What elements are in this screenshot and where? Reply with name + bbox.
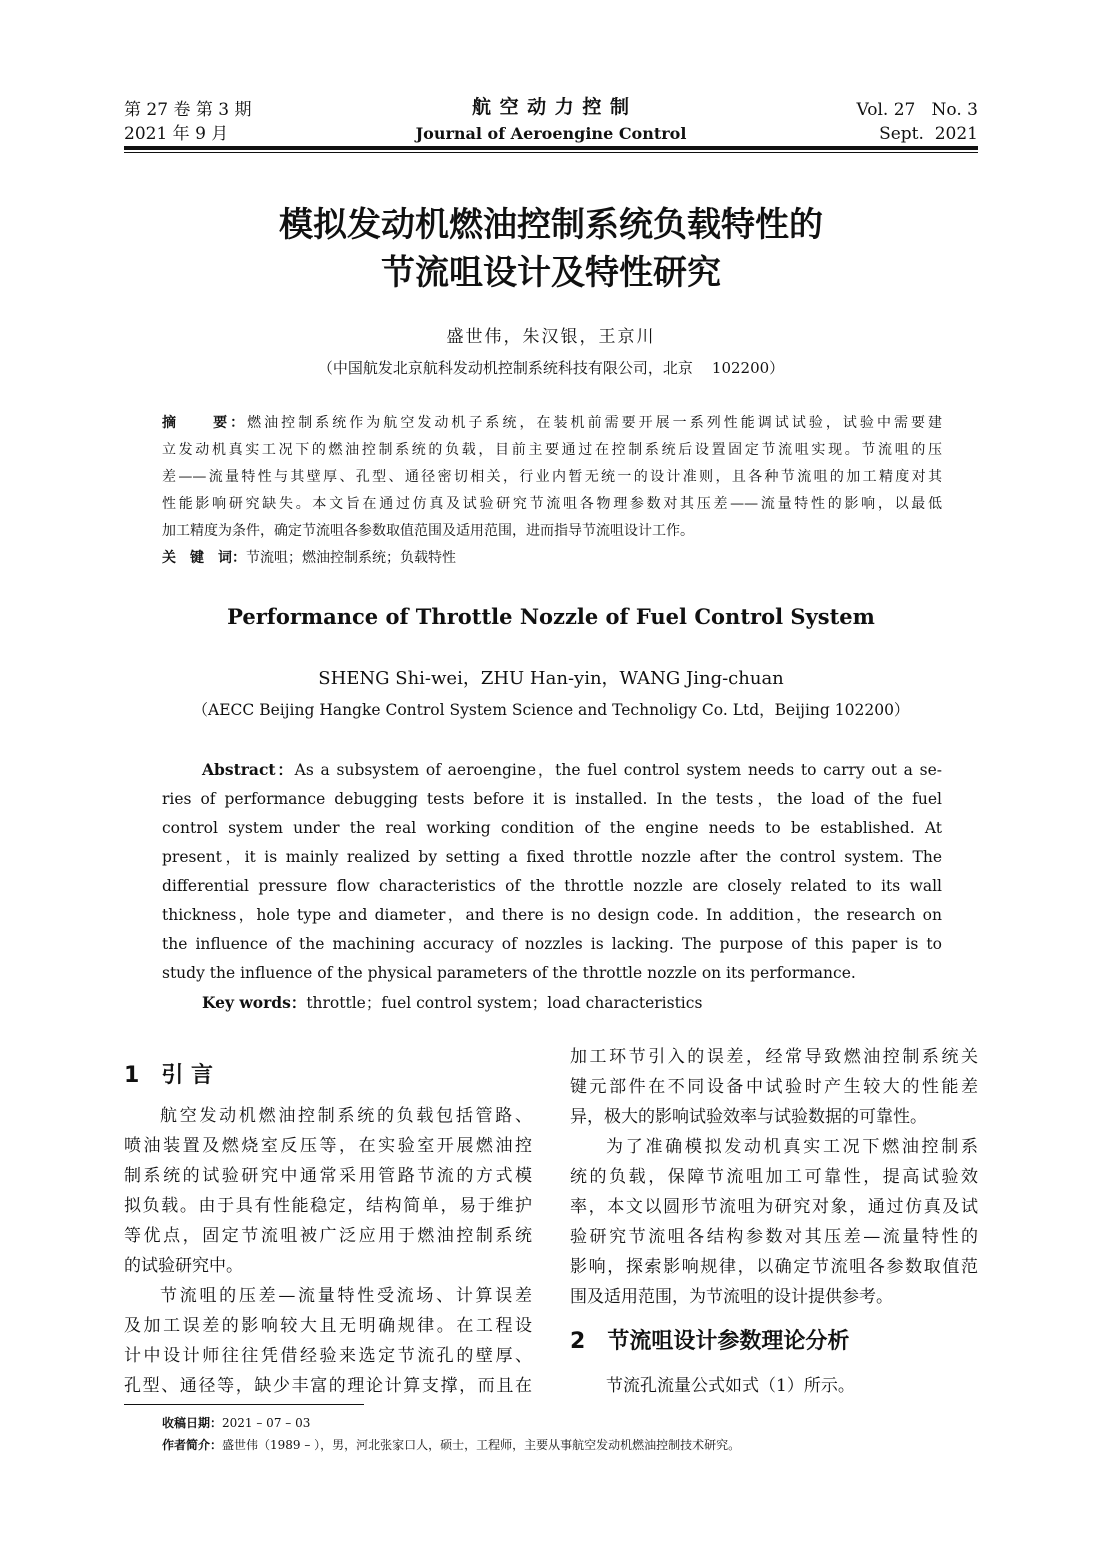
abstract-en-line: study the influence of the physical parameters of the throttle nozzle on its performance.	[162, 964, 856, 982]
affiliation-cn: （中国航发北京航科发动机控制系统科技有限公司，北京 102200）	[317, 359, 785, 377]
paragraph-line: 及加工误差的影响较大且无明确规律。在工程设	[124, 1316, 532, 1336]
volume-number-en: Vol. 27 No. 3	[856, 100, 978, 120]
keywords-en-label: Key words：	[202, 993, 307, 1012]
abstract-en-line: differential pressure flow characteristics of the throttle nozzle are closely related to its wall	[162, 877, 942, 895]
section-1-title: 引 言	[161, 1063, 213, 1088]
journal-name-cn: 航 空 动 力 控 制	[471, 96, 631, 118]
paragraph-line: 航空发动机燃油控制系统的负载包括管路、	[160, 1106, 532, 1126]
abstract-en-line: Abstract：As a subsystem of aeroengine，the fuel control system needs to carry out a se-	[202, 760, 942, 779]
paragraph-line: 节流咀的压差—流量特性受流场、计算误差	[160, 1286, 532, 1306]
author-bio: 作者简介：盛世伟（1989 – ），男，河北张家口人，硕士，工程师，主要从事航空发动机燃油控制技术研究。	[162, 1438, 741, 1452]
title-cn-line1: 模拟发动机燃油控制系统负载特性的	[279, 205, 823, 245]
section-1-number: 1	[124, 1063, 140, 1088]
left-column-text	[124, 1101, 532, 1401]
keywords-en: Key words：throttle；fuel control system；load characteristics	[202, 993, 703, 1012]
paragraph-line: 拟负载。由于具有性能稳定，结构简单，易于维护	[124, 1196, 532, 1216]
abstract-en	[162, 755, 942, 1018]
paragraph-line: 等优点，固定节流咀被广泛应用于燃油控制系统	[124, 1226, 532, 1246]
section-2-number: 2	[570, 1329, 586, 1354]
paragraph-line: 统的负载，保障节流咀加工可靠性，提高试验效	[570, 1167, 978, 1187]
keywords-cn-label: 关 键 词：	[162, 550, 246, 566]
abstract-en-line: thickness，hole type and diameter，and there is no design code. In addition，the research on	[162, 906, 942, 924]
affiliation-en: （AECC Beijing Hangke Control System Science and Technoligy Co. Ltd，Beijing 102200）	[192, 701, 910, 719]
publication-date: 2021 年 9 月	[124, 124, 229, 144]
abstract-en-line: present，it is mainly realized by setting a fixed throttle nozzle after the control system. The	[162, 848, 942, 866]
abstract-cn	[162, 410, 942, 572]
abstract-cn-line: 性能影响研究缺失。本文旨在通过仿真及试验研究节流咀各物理参数对其压差——流量特性的影响，以最低	[162, 496, 942, 512]
abstract-en-line: the influence of the machining accuracy of nozzles is lacking. The purpose of this paper is to	[162, 935, 942, 953]
abstract-en-label: Abstract：	[202, 760, 295, 779]
author-bio-label: 作者简介：	[162, 1438, 223, 1452]
section-2-heading	[570, 1326, 849, 1358]
abstract-cn-line: 差——流量特性与其壁厚、孔型、通径密切相关，行业内暂无统一的设计准则，且各种节流咀的加工精度对其	[162, 469, 942, 485]
paragraph-line: 验研究节流咀各结构参数对其压差—流量特性的	[570, 1227, 978, 1247]
right-column-text	[570, 1042, 978, 1312]
journal-name-en: Journal of Aeroengine Control	[415, 124, 687, 143]
paragraph-line: 计中设计师往往凭借经验来选定节流孔的壁厚、	[124, 1346, 532, 1366]
paragraph-line: 键元部件在不同设备中试验时产生较大的性能差	[570, 1077, 978, 1097]
paragraph-line: 制系统的试验研究中通常采用管路节流的方式模	[124, 1166, 532, 1186]
paragraph-line: 孔型、通径等，缺少丰富的理论计算支撑，而且在	[124, 1376, 532, 1396]
received-date: 收稿日期：2021 – 07 – 03	[162, 1416, 311, 1430]
header-thick-rule	[124, 146, 978, 150]
paragraph-line: 喷油装置及燃烧室反压等，在实验室开展燃油控	[124, 1136, 532, 1156]
paragraph-line: 率，本文以圆形节流咀为研究对象，通过仿真及试	[570, 1197, 978, 1217]
formula-intro-line: 节流孔流量公式如式（1）所示。	[606, 1376, 855, 1396]
date-en: Sept. 2021	[879, 124, 978, 144]
section-2-title: 节流咀设计参数理论分析	[607, 1329, 850, 1354]
paragraph-line: 的试验研究中。	[124, 1256, 243, 1276]
section-1-heading	[124, 1060, 213, 1092]
abstract-cn-line: 加工精度为条件，确定节流咀各参数取值范围及适用范围，进而指导节流咀设计工作。	[162, 523, 694, 539]
title-cn-line2: 节流咀设计及特性研究	[381, 253, 721, 293]
keywords-cn: 关 键 词：节流咀；燃油控制系统；负载特性	[162, 550, 456, 566]
footnote-rule	[124, 1404, 364, 1405]
received-label: 收稿日期：	[162, 1416, 223, 1430]
abstract-cn-line: 立发动机真实工况下的燃油控制系统的负载，目前主要通过在控制系统后设置固定节流咀实现。节流咀的压	[162, 442, 942, 458]
paragraph-line: 为了准确模拟发动机真实工况下燃油控制系	[606, 1137, 978, 1157]
header-thin-rule	[124, 152, 978, 153]
title-en: Performance of Throttle Nozzle of Fuel Control System	[227, 604, 875, 629]
volume-issue: 第 27 卷 第 3 期	[124, 100, 252, 120]
paragraph-line: 异，极大的影响试验效率与试验数据的可靠性。	[570, 1107, 927, 1127]
paragraph-line: 围及适用范围，为节流咀的设计提供参考。	[570, 1287, 893, 1307]
paragraph-line: 影响，探索影响规律，以确定节流咀各参数取值范	[570, 1257, 978, 1277]
paragraph-line: 加工环节引入的误差，经常导致燃油控制系统关	[570, 1047, 978, 1067]
authors-en: SHENG Shi-wei，ZHU Han-yin，WANG Jing-chuan	[318, 668, 784, 689]
abstract-cn-line: 摘 要：燃油控制系统作为航空发动机子系统，在装机前需要开展一系列性能调试试验，试验中需要建	[162, 415, 942, 431]
authors-cn: 盛世伟，朱汉银，王京川	[446, 327, 656, 347]
abstract-en-line: control system under the real working condition of the engine needs to be established. At	[162, 819, 942, 837]
abstract-cn-label: 摘 要：	[162, 415, 248, 431]
abstract-en-line: ries of performance debugging tests before it is installed. In the tests，the load of the fuel	[162, 790, 942, 808]
